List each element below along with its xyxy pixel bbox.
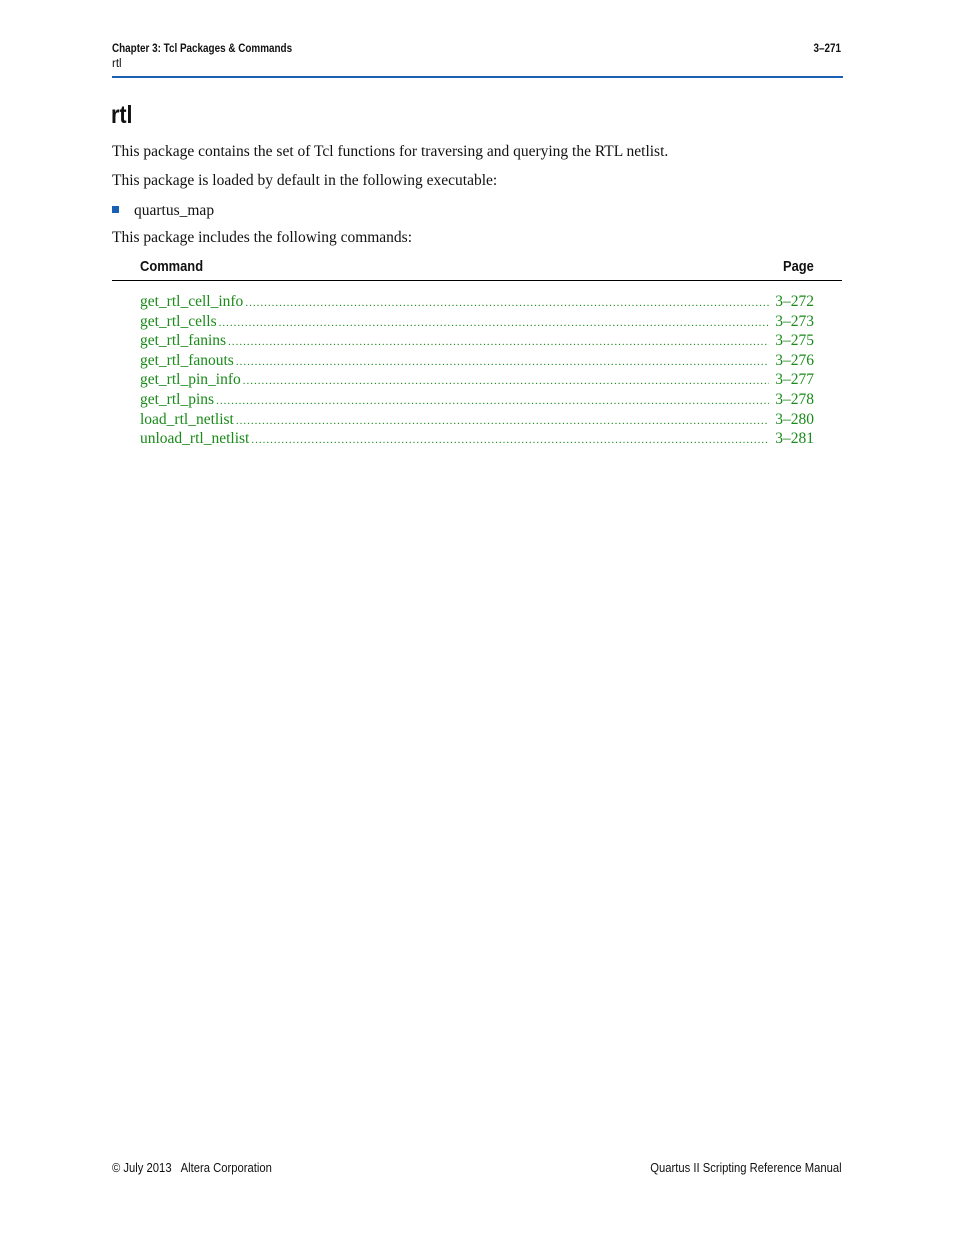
command-name: get_rtl_cell_info <box>140 293 244 310</box>
dot-leader <box>236 356 769 368</box>
command-page: 3–275 <box>775 332 814 350</box>
command-link-get-rtl-pins[interactable] <box>140 391 814 411</box>
chapter-title: Chapter 3: Tcl Packages & Commands <box>112 43 293 55</box>
command-name: get_rtl_pin_info <box>140 371 241 389</box>
intro-paragraph: This package contains the set of Tcl functions for traversing and querying the RTL netlist. <box>112 143 669 160</box>
includes-paragraph: This package includes the following commands: <box>112 229 413 246</box>
header-rule <box>112 76 843 78</box>
command-name: load_rtl_netlist <box>140 410 234 428</box>
bullet-text: quartus_map <box>134 202 215 219</box>
dot-leader <box>243 375 770 387</box>
command-page: 3–273 <box>775 312 814 330</box>
page-title: rtl <box>111 101 133 129</box>
command-column-header: Command <box>140 258 204 275</box>
command-name: unload_rtl_netlist <box>140 430 250 448</box>
command-link-get-rtl-cells[interactable] <box>140 313 814 333</box>
footer-company: Altera Corporation <box>180 1161 272 1175</box>
command-table-header <box>112 258 842 281</box>
dot-leader <box>228 336 769 348</box>
loaded-by-paragraph: This package is loaded by default in the following executable: <box>112 172 498 189</box>
command-name: get_rtl_fanins <box>140 332 227 350</box>
command-name: get_rtl_cells <box>140 312 217 330</box>
command-link-get-rtl-fanouts[interactable] <box>140 352 814 372</box>
command-link-get-rtl-fanins[interactable] <box>140 332 814 352</box>
command-page: 3–281 <box>775 430 814 448</box>
header-page-number: 3–271 <box>813 43 841 55</box>
command-page: 3–278 <box>775 390 814 408</box>
dot-leader <box>236 415 769 427</box>
command-page: 3–276 <box>775 351 814 369</box>
command-page: 3–272 <box>775 293 814 310</box>
command-name: get_rtl_pins <box>140 390 215 408</box>
command-link-load-rtl-netlist[interactable] <box>140 411 814 431</box>
command-name: get_rtl_fanouts <box>140 351 234 369</box>
command-page: 3–277 <box>775 371 814 389</box>
command-link-get-rtl-cell-info[interactable] <box>140 293 814 313</box>
dot-leader <box>251 434 769 446</box>
command-page: 3–280 <box>775 410 814 428</box>
dot-leader <box>219 317 770 329</box>
bullet-square-icon <box>112 206 119 213</box>
command-link-unload-rtl-netlist[interactable] <box>140 430 814 450</box>
dot-leader <box>245 297 769 309</box>
bullet-item <box>112 202 214 220</box>
footer-left <box>112 1161 272 1175</box>
footer-manual-title: Quartus II Scripting Reference Manual <box>650 1161 842 1175</box>
section-name: rtl <box>112 58 122 70</box>
command-link-get-rtl-pin-info[interactable] <box>140 371 814 391</box>
dot-leader <box>216 395 769 407</box>
footer-date: © July 2013 <box>112 1161 172 1175</box>
command-list <box>140 293 814 450</box>
page-column-header: Page <box>783 258 814 275</box>
